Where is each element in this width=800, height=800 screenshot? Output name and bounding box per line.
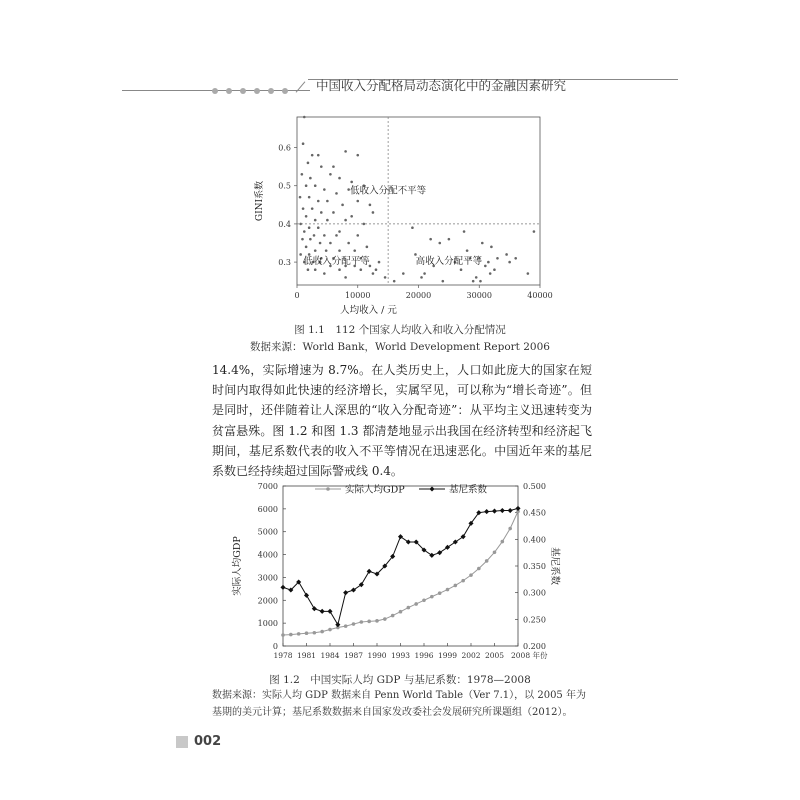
- scatter-point: [335, 234, 338, 237]
- body-paragraph: [212, 360, 592, 481]
- gini-point: [335, 622, 340, 627]
- scatter-point: [314, 268, 317, 271]
- scatter-point: [481, 242, 484, 245]
- scatter-point: [375, 268, 378, 271]
- scatter-point: [423, 272, 426, 275]
- x-tick-label: 40000: [527, 291, 553, 300]
- header-dots: [212, 88, 288, 94]
- gdp-point: [344, 624, 348, 628]
- scatter-point: [309, 177, 312, 180]
- scatter-point: [438, 242, 441, 245]
- figure-2-line-chart: [222, 476, 562, 671]
- x-tick-label: 1993: [390, 651, 411, 660]
- legend-gdp-marker: [326, 487, 330, 491]
- scatter-point: [305, 184, 308, 187]
- scatter-point: [308, 226, 311, 229]
- scatter-point: [314, 249, 317, 252]
- running-header-title: 中国收入分配格局动态演化中的金融因素研究: [316, 78, 567, 93]
- gdp-point: [367, 620, 371, 624]
- scatter-point: [347, 242, 350, 245]
- scatter-point: [496, 257, 499, 260]
- scatter-point: [411, 226, 414, 229]
- series-line-gini: [283, 508, 518, 624]
- x-tick-label: 10000: [345, 291, 371, 300]
- y-tick-label: 7000: [257, 482, 278, 491]
- x-tick-label: 1990: [367, 651, 387, 660]
- scatter-point: [317, 154, 320, 157]
- scatter-point: [448, 238, 451, 241]
- gdp-point: [454, 584, 458, 588]
- y-tick-label: 0.4: [278, 219, 291, 229]
- scatter-point: [514, 257, 517, 260]
- gini-point: [304, 593, 309, 598]
- gdp-point: [328, 628, 332, 632]
- scatter-point: [338, 230, 341, 233]
- scatter-point: [384, 276, 387, 279]
- scatter-point: [429, 238, 432, 241]
- page-number-square: [176, 736, 188, 748]
- scatter-point: [479, 280, 482, 283]
- page-number-text: 002: [194, 734, 222, 749]
- scatter-point: [314, 219, 317, 222]
- scatter-point: [313, 234, 316, 237]
- scatter-point: [356, 200, 359, 203]
- annotation-high-equal: 高收入分配平等: [415, 256, 483, 267]
- y2-tick-label: 0.400: [523, 535, 546, 545]
- x-tick-label: 1981: [296, 651, 317, 660]
- gini-point: [484, 509, 489, 514]
- scatter-point: [307, 162, 310, 165]
- scatter-point: [472, 280, 475, 283]
- gini-point: [280, 585, 285, 590]
- y2-tick-label: 0.450: [523, 508, 546, 518]
- scatter-point: [356, 154, 359, 157]
- scatter-point: [299, 223, 302, 226]
- scatter-point: [369, 204, 372, 207]
- gdp-point: [391, 614, 395, 618]
- scatter-point: [323, 188, 326, 191]
- scatter-point: [299, 196, 302, 199]
- scatter-point: [420, 276, 423, 279]
- x-tick-label: 0: [294, 291, 300, 300]
- scatter-point: [326, 219, 329, 222]
- gdp-point: [297, 632, 301, 636]
- legend-gini-marker: [429, 486, 434, 491]
- scatter-point: [338, 249, 341, 252]
- gdp-point: [414, 602, 418, 606]
- gini-point: [515, 506, 520, 511]
- scatter-point: [475, 276, 478, 279]
- scatter-point: [533, 230, 536, 233]
- x-tick-label: 30000: [466, 291, 492, 300]
- scatter-point: [309, 238, 312, 241]
- gdp-point: [438, 591, 442, 595]
- scatter-point: [359, 268, 362, 271]
- scatter-point: [302, 142, 305, 145]
- gdp-point: [305, 631, 309, 635]
- gdp-point: [508, 527, 512, 531]
- scatter-point: [505, 253, 508, 256]
- scatter-point: [344, 150, 347, 153]
- x-tick-label: 1984: [320, 651, 340, 660]
- y2-tick-label: 0.500: [523, 482, 546, 491]
- scatter-point: [344, 219, 347, 222]
- series-line-gdp: [283, 511, 518, 635]
- scatter-point: [329, 242, 332, 245]
- y-tick-label: 1000: [257, 619, 278, 629]
- gdp-point: [407, 606, 411, 610]
- scatter-point: [372, 211, 375, 214]
- legend-gini-label: 基尼系数: [449, 484, 488, 496]
- scatter-point: [463, 230, 466, 233]
- gdp-point: [352, 622, 356, 626]
- scatter-point: [338, 268, 341, 271]
- scatter-point: [305, 215, 308, 218]
- scatter-point: [332, 211, 335, 214]
- x-tick-label: 1987: [343, 651, 364, 660]
- gdp-point: [399, 610, 403, 614]
- x-tick-label: 1978: [273, 651, 293, 660]
- scatter-point: [489, 272, 492, 275]
- figure-1-caption: 图 1.1 112 个国家人均收入和收入分配情况: [294, 324, 506, 336]
- x-tick-label: 1999: [437, 651, 458, 660]
- scatter-point: [303, 230, 306, 233]
- scatter-point: [302, 207, 305, 210]
- scatter-point: [341, 204, 344, 207]
- scatter-point: [487, 261, 490, 264]
- scatter-point: [323, 272, 326, 275]
- y-tick-label: 0.6: [278, 143, 291, 153]
- y2-axis-label: 基尼系数: [549, 546, 560, 586]
- scatter-point: [325, 249, 328, 252]
- gdp-point: [493, 550, 497, 554]
- figure-2-caption: 图 1.2 中国实际人均 GDP 与基尼系数：1978—2008: [269, 674, 531, 686]
- y2-tick-label: 0.300: [523, 588, 546, 598]
- x-axis-label: 人均收入 / 元: [340, 305, 397, 316]
- scatter-point: [311, 207, 314, 210]
- gini-point: [367, 569, 372, 574]
- scatter-point: [527, 272, 530, 275]
- scatter-point: [442, 280, 445, 283]
- scatter-point: [350, 215, 353, 218]
- gini-point: [320, 609, 325, 614]
- scatter-point: [307, 268, 310, 271]
- gdp-point: [313, 631, 317, 635]
- scatter-point: [305, 246, 308, 249]
- y-axis-label: 实际人均GDP: [232, 536, 243, 596]
- scatter-point: [311, 154, 314, 157]
- annotation-low-equal: 低收入分配平等: [303, 256, 370, 267]
- gini-point: [327, 609, 332, 614]
- y-tick-label: 0.5: [278, 181, 291, 191]
- scatter-point: [301, 173, 304, 176]
- scatter-point: [308, 196, 311, 199]
- figure-1-scatter-chart: [240, 105, 560, 320]
- page-number: [176, 734, 221, 749]
- scatter-point: [366, 246, 369, 249]
- gdp-point: [430, 595, 434, 599]
- scatter-point: [378, 261, 381, 264]
- y2-tick-label: 0.350: [523, 562, 546, 571]
- gdp-point: [501, 540, 505, 544]
- scatter-point: [350, 181, 353, 184]
- scatter-point: [323, 234, 326, 237]
- scatter-point: [317, 226, 320, 229]
- x-tick-label: 2002: [461, 651, 481, 660]
- gdp-point: [477, 567, 481, 571]
- y-axis-label: GINI系数: [255, 180, 265, 222]
- gdp-point: [461, 579, 465, 583]
- body-paragraph-text: 14.4%，实际增速为 8.7%。在人类历史上，人口如此庞大的国家在短时间内取得如此快速的经济增长，实属罕见，可以称为“增长奇迹”。但是同时，还伴随着让人深思的“收入分配奇迹”：从平均主义迅速转变为贫富悬殊。图 1.2 和图 1.3 都清楚地显示出我国在经济转型和经济起飞期间，基尼系数代表的收入不平等情况在迅速恶化。中国近年来的基尼系数已经持续超过国际警戒线 0.4。: [212, 363, 592, 479]
- gdp-point: [289, 633, 293, 637]
- scatter-point: [363, 223, 366, 226]
- y-tick-label: 0.3: [278, 258, 291, 268]
- scatter-point: [320, 165, 323, 168]
- scatter-point: [356, 234, 359, 237]
- y-tick-label: 0: [272, 642, 278, 651]
- scatter-point: [317, 200, 320, 203]
- scatter-point: [335, 192, 338, 195]
- gdp-point: [422, 598, 426, 602]
- gdp-point: [360, 620, 364, 624]
- scatter-point: [326, 200, 329, 203]
- scatter-point: [332, 165, 335, 168]
- scatter-point: [338, 177, 341, 180]
- x-tick-label: 2005: [484, 651, 505, 660]
- scatter-point: [301, 238, 304, 241]
- gdp-point: [383, 617, 387, 621]
- gini-point: [343, 590, 348, 595]
- x-tick-label: 20000: [405, 291, 432, 300]
- gdp-point: [320, 630, 324, 634]
- gini-point: [508, 508, 513, 513]
- gdp-point: [485, 559, 489, 563]
- x-tick-label: 1996: [414, 651, 434, 660]
- x-tick-label: 2008 年份: [511, 651, 548, 660]
- gini-point: [492, 509, 497, 514]
- figure-2-source: 数据来源：实际人均 GDP 数据来自 Penn World Table（Ver 7.1），以 2005 年为基期的美元计算；基尼系数数据来自国家发改委社会发展研究所课题组（2012）。: [212, 690, 586, 718]
- scatter-point: [314, 184, 317, 187]
- scatter-point: [299, 253, 302, 256]
- y-tick-label: 3000: [257, 573, 278, 583]
- scatter-point: [490, 246, 493, 249]
- scatter-point: [344, 276, 347, 279]
- scatter-point: [493, 268, 496, 271]
- gdp-point: [375, 619, 379, 623]
- scatter-point: [329, 173, 332, 176]
- plot-frame: [283, 486, 518, 646]
- scatter-point: [393, 280, 396, 283]
- y2-tick-label: 0.250: [523, 615, 546, 625]
- scatter-point: [402, 272, 405, 275]
- scatter-point: [319, 242, 322, 245]
- y-tick-label: 2000: [257, 596, 278, 606]
- scatter-point: [484, 265, 487, 268]
- gdp-point: [281, 633, 285, 637]
- y-tick-label: 6000: [257, 504, 278, 514]
- scatter-point: [320, 211, 323, 214]
- scatter-point: [466, 249, 469, 252]
- legend-gdp-label: 实际人均GDP: [345, 484, 405, 496]
- y2-tick-label: 0.200: [523, 642, 546, 651]
- scatter-point: [508, 261, 511, 264]
- annotation-low-unequal: 低收入分配不平等: [350, 185, 427, 197]
- scatter-point: [353, 249, 356, 252]
- gini-point: [500, 508, 505, 513]
- scatter-point: [303, 116, 306, 119]
- gdp-point: [469, 573, 473, 577]
- gini-point: [312, 606, 317, 611]
- gdp-point: [446, 588, 450, 592]
- scatter-point: [460, 268, 463, 271]
- y-tick-label: 5000: [257, 527, 278, 537]
- y-tick-label: 4000: [257, 550, 278, 560]
- figure-1-source: 数据来源：World Bank，World Development Report 2006: [250, 341, 550, 353]
- scatter-point: [372, 272, 375, 275]
